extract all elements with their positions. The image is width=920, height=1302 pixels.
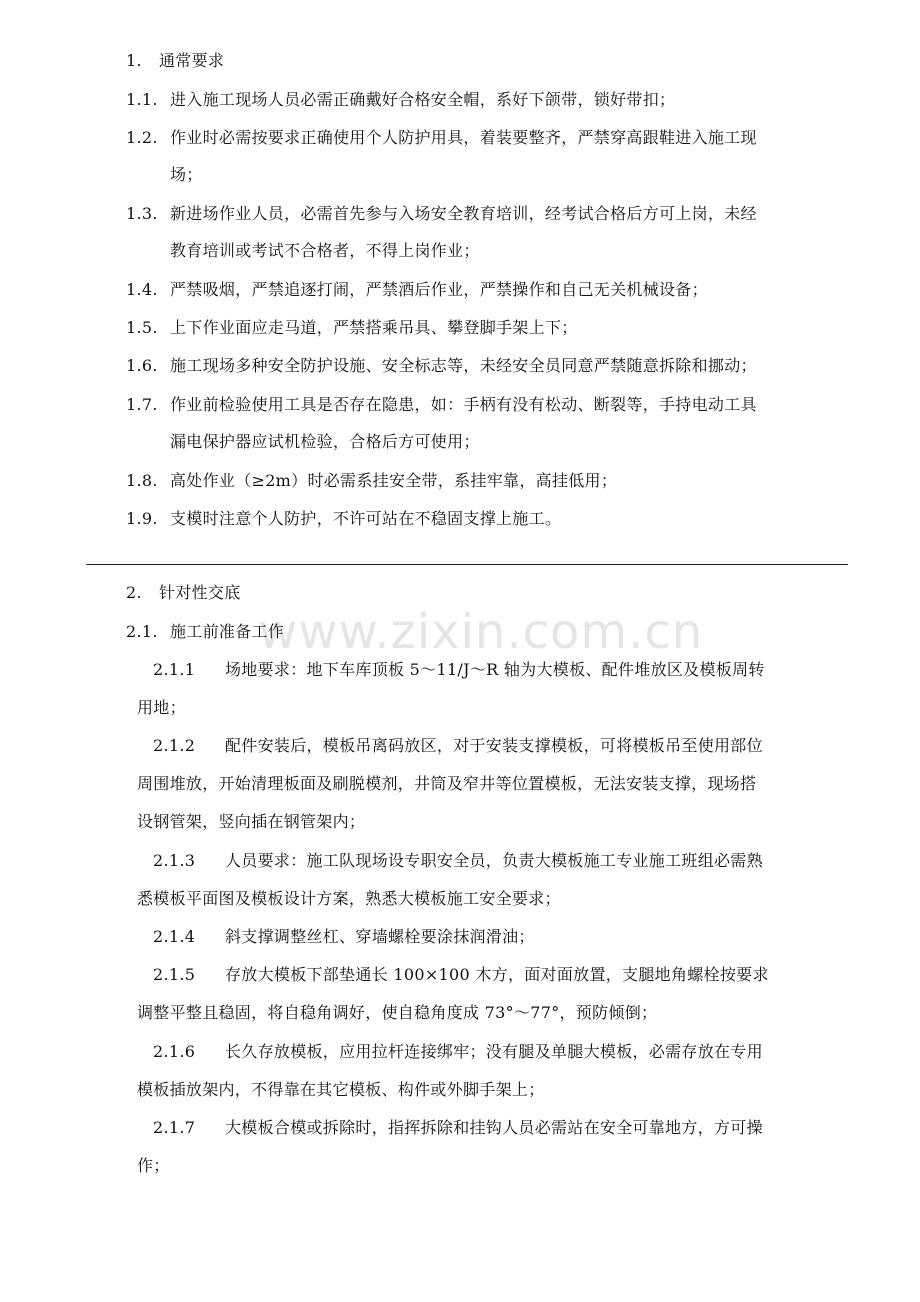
item-number: 1.1. (126, 90, 158, 109)
item-2-1-2 (153, 736, 763, 756)
item-number: 2.1.2 (153, 736, 196, 755)
item-text: 作业时必需按要求正确使用个人防护用具，着装要整齐，严禁穿高跟鞋进入施工现 (170, 128, 757, 147)
item-text: 新进场作业人员，必需首先参与入场安全教育培训，经考试合格后方可上岗，未经 (170, 204, 757, 223)
item-text: 长久存放模板，应用拉杆连接绑牢；没有腿及单腿大模板，必需存放在专用 (225, 1042, 763, 1061)
item-text: 配件安装后，模板吊离码放区，对于安装支撑模板，可将模板吊至使用部位 (225, 736, 763, 755)
item-1-3 (126, 204, 757, 224)
item-1-4 (126, 280, 708, 300)
item-number: 1.3. (126, 204, 158, 223)
item-1-7-cont: 漏电保护器应试机检验，合格后方可使用； (170, 432, 480, 451)
item-number: 2.1.5 (153, 965, 196, 984)
item-2-1-3 (153, 851, 763, 871)
item-number: 2.1.4 (153, 927, 196, 946)
section-1-number: 1. (126, 51, 142, 70)
item-2-1-3-cont: 悉模板平面图及模板设计方案，熟悉大模板施工安全要求； (137, 889, 561, 908)
item-number: 2.1.6 (153, 1042, 196, 1061)
item-number: 1.6. (126, 356, 158, 375)
item-1-6 (126, 356, 757, 376)
item-1-7 (126, 395, 757, 415)
section-1-title: 通常要求 (159, 51, 225, 70)
item-1-9 (126, 509, 561, 529)
section-2-heading (126, 583, 241, 603)
item-number: 1.8. (126, 471, 158, 490)
subsection-title: 施工前准备工作 (170, 622, 285, 641)
item-2-1-1 (153, 660, 765, 680)
item-2-1-7 (153, 1118, 763, 1138)
section-2-title: 针对性交底 (159, 583, 241, 602)
item-text: 严禁吸烟，严禁追逐打闹，严禁酒后作业，严禁操作和自己无关机械设备； (170, 280, 708, 299)
item-2-1-1-cont: 用地； (137, 698, 186, 717)
watermark: www.zixin.com.cn (258, 604, 704, 660)
item-2-1-6-cont: 模板插放架内，不得靠在其它模板、构件或外脚手架上； (137, 1080, 545, 1099)
item-text: 作业前检验使用工具是否存在隐患，如：手柄有没有松动、断裂等，手持电动工具 (170, 395, 757, 414)
item-number: 2.1.3 (153, 851, 196, 870)
item-text: 进入施工现场人员必需正确戴好合格安全帽，系好下颌带，锁好带扣； (170, 90, 676, 109)
item-2-1-5-cont: 调整平整且稳固，将自稳角调好，使自稳角度成 73°～77°，预防倾倒； (137, 1003, 658, 1022)
item-text: 场地要求：地下车库顶板 5～11/J～R 轴为大模板、配件堆放区及模板周转 (225, 660, 765, 679)
item-number: 1.7. (126, 395, 158, 414)
item-text: 存放大模板下部垫通长 100×100 木方，面对面放置，支腿地角螺栓按要求 (225, 965, 769, 984)
item-number: 2.1.7 (153, 1118, 196, 1137)
item-2-1-2-cont-2: 设钢管架，竖向插在钢管架内； (137, 812, 366, 831)
item-text: 高处作业（≥2m）时必需系挂安全带，系挂牢靠，高挂低用； (170, 471, 618, 490)
item-number: 1.5. (126, 318, 158, 337)
item-number: 2.1.1 (153, 660, 196, 679)
item-1-2 (126, 128, 757, 148)
item-2-1-4 (153, 927, 535, 947)
item-text: 上下作业面应走马道，严禁搭乘吊具、攀登脚手架上下； (170, 318, 578, 337)
item-text: 人员要求：施工队现场设专职安全员，负责大模板施工专业施工班组必需熟 (225, 851, 763, 870)
item-1-2-cont: 场； (170, 165, 203, 184)
item-text: 施工现场多种安全防护设施、安全标志等，未经安全员同意严禁随意拆除和挪动； (170, 356, 757, 375)
item-1-1 (126, 90, 675, 110)
item-text: 支模时注意个人防护，不许可站在不稳固支撑上施工。 (170, 509, 562, 528)
item-2-1-6 (153, 1042, 763, 1062)
item-number: 1.4. (126, 280, 158, 299)
subsection-number: 2.1. (126, 622, 158, 641)
item-text: 大模板合模或拆除时，指挥拆除和挂钩人员必需站在安全可靠地方，方可操 (225, 1118, 763, 1137)
section-1-heading (126, 51, 224, 71)
section-divider (86, 564, 848, 565)
item-text: 斜支撑调整丝杠、穿墙螺栓要涂抹润滑油； (225, 927, 535, 946)
item-1-8 (126, 471, 617, 491)
item-number: 1.2. (126, 128, 158, 147)
item-2-1-5 (153, 965, 769, 985)
item-1-5 (126, 318, 578, 338)
item-1-3-cont: 教育培训或考试不合格者，不得上岗作业； (170, 241, 480, 260)
subsection-2-1-heading (126, 622, 284, 642)
item-2-1-2-cont-1: 周围堆放，开始清理板面及刷脱模剂，井筒及窄井等位置模板，无法安装支撑，现场搭 (137, 774, 757, 793)
item-2-1-7-cont: 作； (137, 1156, 170, 1175)
section-2-number: 2. (126, 583, 142, 602)
item-number: 1.9. (126, 509, 158, 528)
